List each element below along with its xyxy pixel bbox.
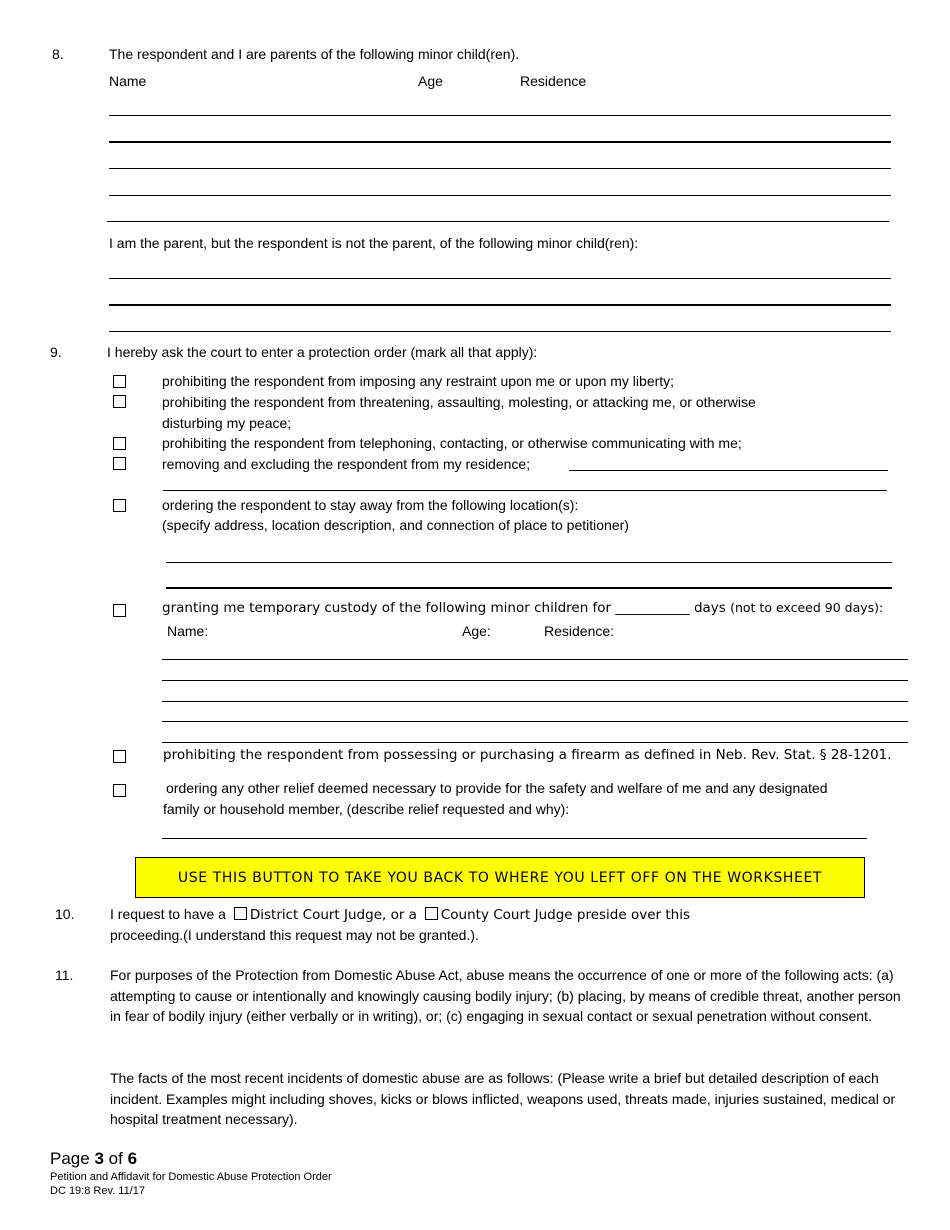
child-entry-line-1[interactable] xyxy=(109,115,891,116)
form-title: Petition and Affidavit for Domestic Abuse Protection Order xyxy=(50,1171,332,1183)
residence-address-line-2[interactable] xyxy=(163,490,887,491)
back-to-worksheet-button[interactable]: USE THIS BUTTON TO TAKE YOU BACK TO WHERE YOU LEFT OFF ON THE WORKSHEET xyxy=(135,857,865,898)
custody-child-line-3[interactable] xyxy=(162,701,908,702)
threatening-checkbox[interactable] xyxy=(113,395,126,408)
restraint-checkbox[interactable] xyxy=(113,375,126,388)
children-age-header: Age xyxy=(418,73,443,89)
stay-away-label: ordering the respondent to stay away from the following location(s): xyxy=(162,497,579,513)
contacting-checkbox[interactable] xyxy=(113,437,126,450)
custody-child-line-4[interactable] xyxy=(162,721,908,722)
threatening-option-label: prohibiting the respondent from threatening, assaulting, molesting, or attacking me, or otherwise xyxy=(162,394,756,410)
custody-child-line-1[interactable] xyxy=(162,659,908,660)
page-word: Page xyxy=(50,1149,90,1168)
other-relief-label-cont: family or household member, (describe relief requested and why): xyxy=(163,801,570,817)
contacting-option-label: prohibiting the respondent from telephoning, contacting, or otherwise communicating with me; xyxy=(162,435,742,451)
section-8-text: The respondent and I are parents of the following minor child(ren). xyxy=(109,46,520,62)
residence-exclusion-label: removing and excluding the respondent from my residence; xyxy=(162,456,531,472)
custody-name-header: Name: xyxy=(167,623,209,639)
nonparent-child-line-1[interactable] xyxy=(109,278,891,279)
section-8-nonparent-text: I am the parent, but the respondent is not the parent, of the following minor child(ren): xyxy=(109,235,639,251)
other-relief-label: ordering any other relief deemed necessary to provide for the safety and welfare of me and any designated xyxy=(166,780,828,796)
other-relief-line[interactable] xyxy=(162,838,867,839)
stay-away-specify: (specify address, location description, and connection of place to petitioner) xyxy=(162,517,629,533)
form-code: DC 19:8 Rev. 11/17 xyxy=(50,1185,145,1197)
child-entry-line-4[interactable] xyxy=(109,195,891,196)
county-court-label: County Court Judge preside over this xyxy=(440,907,690,923)
section-8-number: 8. xyxy=(52,46,64,62)
section-11-number: 11. xyxy=(55,967,74,983)
page-number: 3 xyxy=(94,1149,104,1168)
section-9-number: 9. xyxy=(50,344,62,360)
nonparent-child-line-3[interactable] xyxy=(109,331,891,332)
district-court-label: District Court Judge, or a xyxy=(249,907,417,923)
residence-exclusion-checkbox[interactable] xyxy=(113,457,126,470)
custody-label xyxy=(162,600,883,616)
district-court-checkbox[interactable] xyxy=(234,907,247,920)
of-word: of xyxy=(108,1149,123,1168)
county-court-checkbox[interactable] xyxy=(425,907,438,920)
section-10-line2: proceeding.(I understand this request may not be granted.). xyxy=(110,927,479,943)
stay-away-location-line-2[interactable] xyxy=(166,587,892,589)
firearm-label: prohibiting the respondent from possessing or purchasing a firearm as defined in Neb. Rev. Stat. § 28-1201. xyxy=(163,747,892,763)
section-10-pre: I request to have a xyxy=(110,906,226,922)
threatening-option-label-cont: disturbing my peace; xyxy=(162,415,292,431)
other-relief-checkbox[interactable] xyxy=(113,784,126,797)
child-entry-line-5[interactable] xyxy=(107,221,889,222)
abuse-facts-instructions: The facts of the most recent incidents of domestic abuse are as follows: (Please write a brief but detailed description of each incident. Examples might including shoves, kicks or blows inflicted, weapons used, threats made, injuries sustained, medical or hospital treatment necessary). xyxy=(110,1070,896,1127)
custody-child-line-5[interactable] xyxy=(162,742,908,743)
custody-age-header: Age: xyxy=(462,623,491,639)
page-indicator xyxy=(50,1149,137,1169)
section-10-number: 10. xyxy=(55,906,75,922)
custody-checkbox[interactable] xyxy=(113,604,126,617)
section-10-text xyxy=(110,906,690,923)
child-entry-line-2[interactable] xyxy=(109,141,891,143)
residence-address-line[interactable] xyxy=(569,470,888,471)
restraint-option-label: prohibiting the respondent from imposing any restraint upon me or upon my liberty; xyxy=(162,373,675,389)
custody-residence-header: Residence: xyxy=(544,623,615,639)
custody-child-line-2[interactable] xyxy=(162,680,908,681)
custody-label-text: granting me temporary custody of the following minor children for ___________ days xyxy=(162,600,726,616)
custody-days-note: (not to exceed 90 days): xyxy=(730,600,884,615)
stay-away-checkbox[interactable] xyxy=(113,499,126,512)
stay-away-location-line-1[interactable] xyxy=(166,562,892,563)
firearm-checkbox[interactable] xyxy=(113,750,126,763)
children-name-header: Name xyxy=(109,73,147,89)
page-total: 6 xyxy=(127,1149,138,1168)
nonparent-child-line-2[interactable] xyxy=(109,304,891,306)
abuse-definition-paragraph: For purposes of the Protection from Domestic Abuse Act, abuse means the occurrence of one or more of the following acts: (a) attempting to cause or intentionally and knowingly causing bodily injury; (b) placing, by means of credible threat, another person in fear of bodily injury (either verbally or in writing), or; (c) engaging in sexual contact or sexual penetration without consent. xyxy=(110,967,901,1024)
section-9-text: I hereby ask the court to enter a protection order (mark all that apply): xyxy=(107,344,538,360)
children-residence-header: Residence xyxy=(520,73,587,89)
child-entry-line-3[interactable] xyxy=(109,168,891,169)
